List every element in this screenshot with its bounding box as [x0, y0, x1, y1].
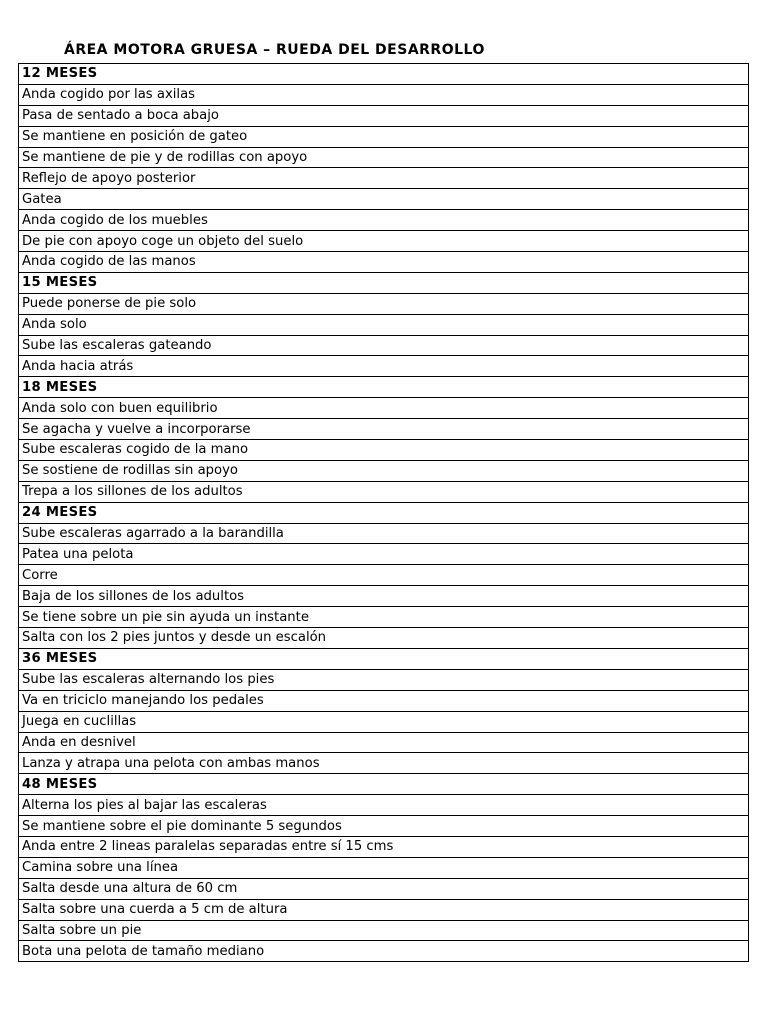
- milestone-text: Salta con los 2 pies juntos y desde un escalón: [19, 628, 749, 649]
- milestone-text: Anda entre 2 lineas paralelas separadas entre sí 15 cms: [19, 836, 749, 857]
- milestone-text: Se mantiene sobre el pie dominante 5 segundos: [19, 816, 749, 837]
- milestone-row: [19, 941, 749, 962]
- milestone-text: Se tiene sobre un pie sin ayuda un instante: [19, 607, 749, 628]
- milestone-text: Pasa de sentado a boca abajo: [19, 105, 749, 126]
- milestone-row: [19, 84, 749, 105]
- milestone-row: [19, 419, 749, 440]
- milestone-row: [19, 857, 749, 878]
- milestone-row: [19, 356, 749, 377]
- milestone-text: Anda solo: [19, 314, 749, 335]
- section-heading: 18 MESES: [19, 377, 749, 398]
- document-title: ÁREA MOTORA GRUESA – RUEDA DEL DESARROLLO: [64, 42, 485, 58]
- milestone-row: [19, 189, 749, 210]
- milestone-row: [19, 252, 749, 273]
- section-header-row: [19, 377, 749, 398]
- milestone-text: Bota una pelota de tamaño mediano: [19, 941, 749, 962]
- milestone-text: Sube escaleras agarrado a la barandilla: [19, 523, 749, 544]
- milestone-text: Anda solo con buen equilibrio: [19, 398, 749, 419]
- milestone-text: Salta desde una altura de 60 cm: [19, 878, 749, 899]
- milestone-text: Puede ponerse de pie solo: [19, 293, 749, 314]
- milestone-row: [19, 816, 749, 837]
- section-header-row: [19, 774, 749, 795]
- milestone-row: [19, 440, 749, 461]
- milestone-row: [19, 105, 749, 126]
- section-header-row: [19, 502, 749, 523]
- milestone-text: Sube las escaleras alternando los pies: [19, 669, 749, 690]
- section-header-row: [19, 648, 749, 669]
- milestone-text: Salta sobre un pie: [19, 920, 749, 941]
- milestone-text: Patea una pelota: [19, 544, 749, 565]
- milestone-text: De pie con apoyo coge un objeto del suelo: [19, 231, 749, 252]
- milestone-row: [19, 210, 749, 231]
- milestone-text: Se mantiene en posición de gateo: [19, 126, 749, 147]
- milestone-row: [19, 335, 749, 356]
- milestone-row: [19, 398, 749, 419]
- section-heading: 48 MESES: [19, 774, 749, 795]
- milestone-text: Sube escaleras cogido de la mano: [19, 440, 749, 461]
- milestone-text: Lanza y atrapa una pelota con ambas manos: [19, 753, 749, 774]
- milestone-text: Anda en desnivel: [19, 732, 749, 753]
- milestone-text: Reflejo de apoyo posterior: [19, 168, 749, 189]
- milestone-row: [19, 878, 749, 899]
- milestone-row: [19, 836, 749, 857]
- milestone-text: Anda hacia atrás: [19, 356, 749, 377]
- milestone-text: Anda cogido de los muebles: [19, 210, 749, 231]
- section-heading: 36 MESES: [19, 648, 749, 669]
- milestone-row: [19, 168, 749, 189]
- milestone-row: [19, 732, 749, 753]
- milestone-text: Anda cogido de las manos: [19, 252, 749, 273]
- milestone-row: [19, 481, 749, 502]
- milestone-row: [19, 628, 749, 649]
- milestone-text: Juega en cuclillas: [19, 711, 749, 732]
- milestone-row: [19, 586, 749, 607]
- milestone-row: [19, 126, 749, 147]
- milestone-row: [19, 795, 749, 816]
- milestone-row: [19, 293, 749, 314]
- milestone-row: [19, 523, 749, 544]
- milestone-text: Se agacha y vuelve a incorporarse: [19, 419, 749, 440]
- milestone-row: [19, 669, 749, 690]
- milestone-text: Trepa a los sillones de los adultos: [19, 481, 749, 502]
- milestone-row: [19, 690, 749, 711]
- milestone-row: [19, 920, 749, 941]
- milestones-table-container: [18, 63, 749, 962]
- milestone-row: [19, 607, 749, 628]
- milestone-row: [19, 147, 749, 168]
- milestone-row: [19, 899, 749, 920]
- section-heading: 15 MESES: [19, 272, 749, 293]
- milestone-text: Gatea: [19, 189, 749, 210]
- milestones-table: [18, 63, 749, 962]
- milestone-row: [19, 460, 749, 481]
- milestone-row: [19, 544, 749, 565]
- milestone-row: [19, 231, 749, 252]
- milestone-text: Baja de los sillones de los adultos: [19, 586, 749, 607]
- milestone-row: [19, 711, 749, 732]
- milestone-row: [19, 753, 749, 774]
- milestone-text: Anda cogido por las axilas: [19, 84, 749, 105]
- milestone-row: [19, 565, 749, 586]
- section-header-row: [19, 64, 749, 85]
- milestone-text: Salta sobre una cuerda a 5 cm de altura: [19, 899, 749, 920]
- milestone-text: Se sostiene de rodillas sin apoyo: [19, 460, 749, 481]
- milestone-text: Sube las escaleras gateando: [19, 335, 749, 356]
- milestone-row: [19, 314, 749, 335]
- milestone-text: Alterna los pies al bajar las escaleras: [19, 795, 749, 816]
- milestone-text: Camina sobre una línea: [19, 857, 749, 878]
- section-header-row: [19, 272, 749, 293]
- milestone-text: Corre: [19, 565, 749, 586]
- section-heading: 24 MESES: [19, 502, 749, 523]
- milestone-text: Se mantiene de pie y de rodillas con apoyo: [19, 147, 749, 168]
- milestone-text: Va en triciclo manejando los pedales: [19, 690, 749, 711]
- section-heading: 12 MESES: [19, 64, 749, 85]
- milestones-table-body: [19, 64, 749, 962]
